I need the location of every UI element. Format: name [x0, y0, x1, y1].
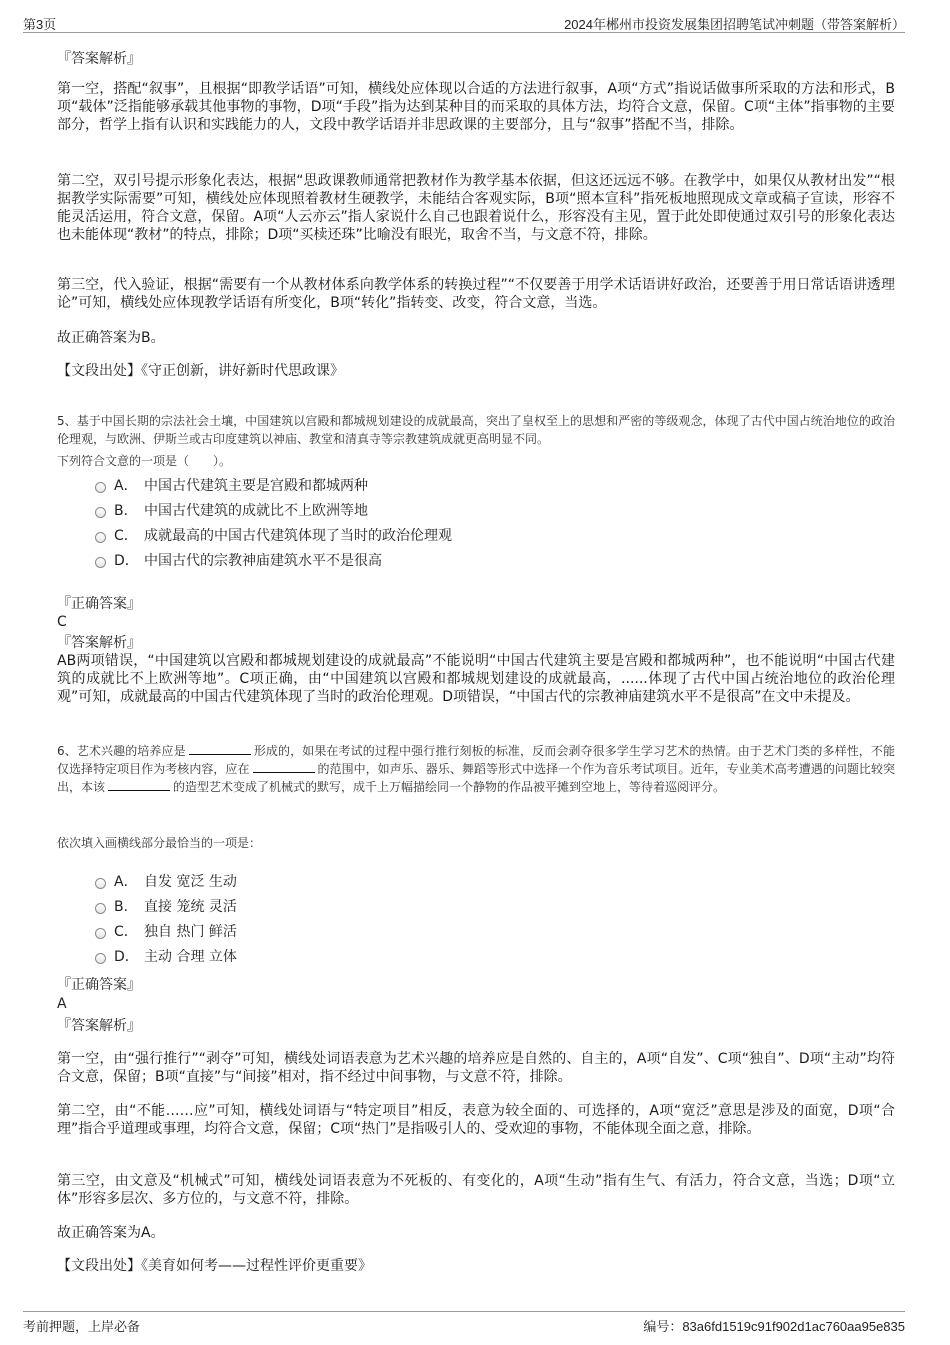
q6-source — [57, 1257, 895, 1275]
radio-icon[interactable] — [95, 953, 106, 964]
source-label: 【文段出处】 — [57, 1258, 141, 1274]
q6-stem: 6、艺术兴趣的培养应是 形成的，如果在考试的过程中强行推行刻板的标准，反而会剥夺很多学生学习艺术的热情。由于艺术门类的多样性，不能仅选择特定项目作为考核内容，应在 的范围中，如声乐、器乐、舞蹈等形式中选择一个作为音乐考试项目。近年，专业美术高考遭遇的问题比较突出，本该 的造型艺术变成了机械式的默写，成千上万幅描绘同一个静物的作品被平摊到空地上，等待着巡阅评分。 — [57, 744, 895, 794]
document-code: 编号：83a6fd1519c91f902d1ac760aa95e835 — [643, 1319, 905, 1334]
q4-analysis-para-3: 第三空，代入验证，根据“需要有一个从教材体系向教学体系的转换过程”“不仅要善于用学术话语讲好政治，还要善于用日常话语讲透理论”可知，横线处应体现教学话语有所变化，B项“转化”指转变、改变，符合文意，当选。 — [57, 277, 895, 311]
q6-option-a[interactable]: A． 自发 宽泛 生动 — [95, 868, 895, 893]
q6-analysis-para-3: 第三空，由文意及“机械式”可知，横线处词语表意为不死板的、有变化的，A项“生动”指有生气、有活力，符合文意，当选；D项“立体”形容多层次、多方位的，与文意不符，排除。 — [57, 1173, 895, 1207]
q4-analysis-label: 『答案解析』 — [57, 51, 141, 67]
q6-option-c[interactable]: C． 独自 热门 鲜活 — [95, 918, 895, 943]
source-title: 《美育如何考——过程性评价更重要》 — [141, 1258, 372, 1274]
q4-analysis-para-2: 第二空，双引号提示形象化表达，根据“思政课教师通常把教材作为教学基本依据，但这还远远不够。在教学中，如果仅从教材出发”“根据教学实际需要”可知，横线处应体现照着教材生硬教学，未能结合客观实际，B项“照本宣科”指死板地照现成文章或稿子宣读，形容不能灵活运用，符合文意，保留。A项“人云亦云”指人家说什么自己也跟着说什么，形容没有主见，置于此处即使通过双引号的形象化表达也未能体现“教材”的特点，排除；D项“买椟还珠”比喻没有眼光，取舍不当，与文意不符，排除。 — [57, 173, 895, 243]
q5-analysis-label: 『答案解析』 — [57, 635, 141, 651]
radio-icon[interactable] — [95, 878, 106, 889]
blank-2 — [253, 760, 315, 773]
blank-1 — [189, 742, 251, 755]
source-title: 《守正创新，讲好新时代思政课》 — [141, 363, 344, 379]
q5-option-a[interactable]: A． 中国古代建筑主要是宫殿和都城两种 — [95, 472, 895, 497]
radio-icon[interactable] — [95, 507, 106, 518]
q6-options — [57, 868, 895, 968]
radio-icon[interactable] — [95, 532, 106, 543]
q6-option-d[interactable]: D． 主动 合理 立体 — [95, 943, 895, 968]
radio-icon[interactable] — [95, 482, 106, 493]
q6-analysis-label: 『答案解析』 — [57, 1018, 141, 1034]
q5-options — [57, 472, 895, 572]
q6-answer: A — [57, 996, 67, 1012]
q5-analysis: AB两项错误，“中国建筑以宫殿和都城规划建设的成就最高”不能说明“中国古代建筑主要是宫殿和都城两种”，也不能说明“中国古代建筑的成就比不上欧洲等地”。C项正确，由“中国建筑以宫殿和都城规划建设的成就最高，......体现了古代中国占统治地位的政治伦理观”可知，成就最高的中国古代建筑体现了当时的政治伦理观。D项错误，“中国古代的宗教神庙建筑水平不是很高”在文中未提及。 — [57, 653, 895, 705]
blank-3 — [108, 778, 170, 791]
q5-prompt: 下列符合文意的一项是（ ）。 — [57, 454, 232, 468]
q5-answer: C — [57, 614, 67, 630]
q6-analysis-para-2: 第二空，由“不能……应”可知，横线处词语与“特定项目”相反，表意为较全面的、可选择的，A项“宽泛”意思是涉及的面宽，D项“合理”指合乎道理或事理，均符合文意，保留；C项“热门”是指吸引人的、受欢迎的事物，不能体现全面之意，排除。 — [57, 1103, 895, 1137]
page-footer — [23, 1311, 905, 1336]
radio-icon[interactable] — [95, 557, 106, 568]
page-number: 第3页 — [23, 17, 57, 32]
q5-option-c[interactable]: C． 成就最高的中国古代建筑体现了当时的政治伦理观 — [95, 522, 895, 547]
q5-option-b[interactable]: B． 中国古代建筑的成就比不上欧洲等地 — [95, 497, 895, 522]
truncated-next-question — [57, 1300, 905, 1306]
q6-option-b[interactable]: B． 直接 笼统 灵活 — [95, 893, 895, 918]
radio-icon[interactable] — [95, 903, 106, 914]
q6-analysis-para-1: 第一空，由“强行推行”“剥夺”可知，横线处词语表意为艺术兴趣的培养应是自然的、自主的，A项“自发”、C项“独自”、D项“主动”均符合文意，保留；B项“直接”与“间接”相对，指不经过中间事物，与文意不符，排除。 — [57, 1051, 895, 1085]
q4-analysis-para-1: 第一空，搭配“叙事”，且根据“即教学话语”可知，横线处应体现以合适的方法进行叙事，A项“方式”指说话做事所采取的方法和形式，B项“载体”泛指能够承载其他事物的事物，D项“手段”指为达到某种目的而采取的具体方法，均符合文意，保留。C项“主体”指事物的主要部分，哲学上指有认识和实践能力的人，文段中教学话语并非思政课的主要部分，且与“叙事”搭配不当，排除。 — [57, 81, 895, 133]
q4-conclusion: 故正确答案为B。 — [57, 330, 165, 346]
q6-conclusion: 故正确答案为A。 — [57, 1225, 165, 1241]
page-header — [23, 12, 905, 33]
q4-source — [57, 362, 895, 380]
q5-option-d[interactable]: D． 中国古代的宗教神庙建筑水平不是很高 — [95, 547, 895, 572]
source-label: 【文段出处】 — [57, 363, 141, 379]
footer-slogan: 考前押题，上岸必备 — [23, 1319, 141, 1334]
q5-stem: 5、基于中国长期的宗法社会土壤，中国建筑以宫殿和都城规划建设的成就最高，突出了皇权至上的思想和严密的等级观念，体现了古代中国占统治地位的政治伦理观，与欧洲、伊斯兰或古印度建筑以神庙、教堂和清真寺等宗教建筑成就更高明显不同。 — [57, 414, 895, 446]
q6-prompt: 依次填入画横线部分最恰当的一项是： — [57, 836, 262, 850]
document-title: 2024年郴州市投资发展集团招聘笔试冲刺题（带答案解析） — [564, 17, 905, 32]
q5-answer-label: 『正确答案』 — [57, 596, 141, 612]
q6-answer-label: 『正确答案』 — [57, 977, 141, 993]
radio-icon[interactable] — [95, 928, 106, 939]
